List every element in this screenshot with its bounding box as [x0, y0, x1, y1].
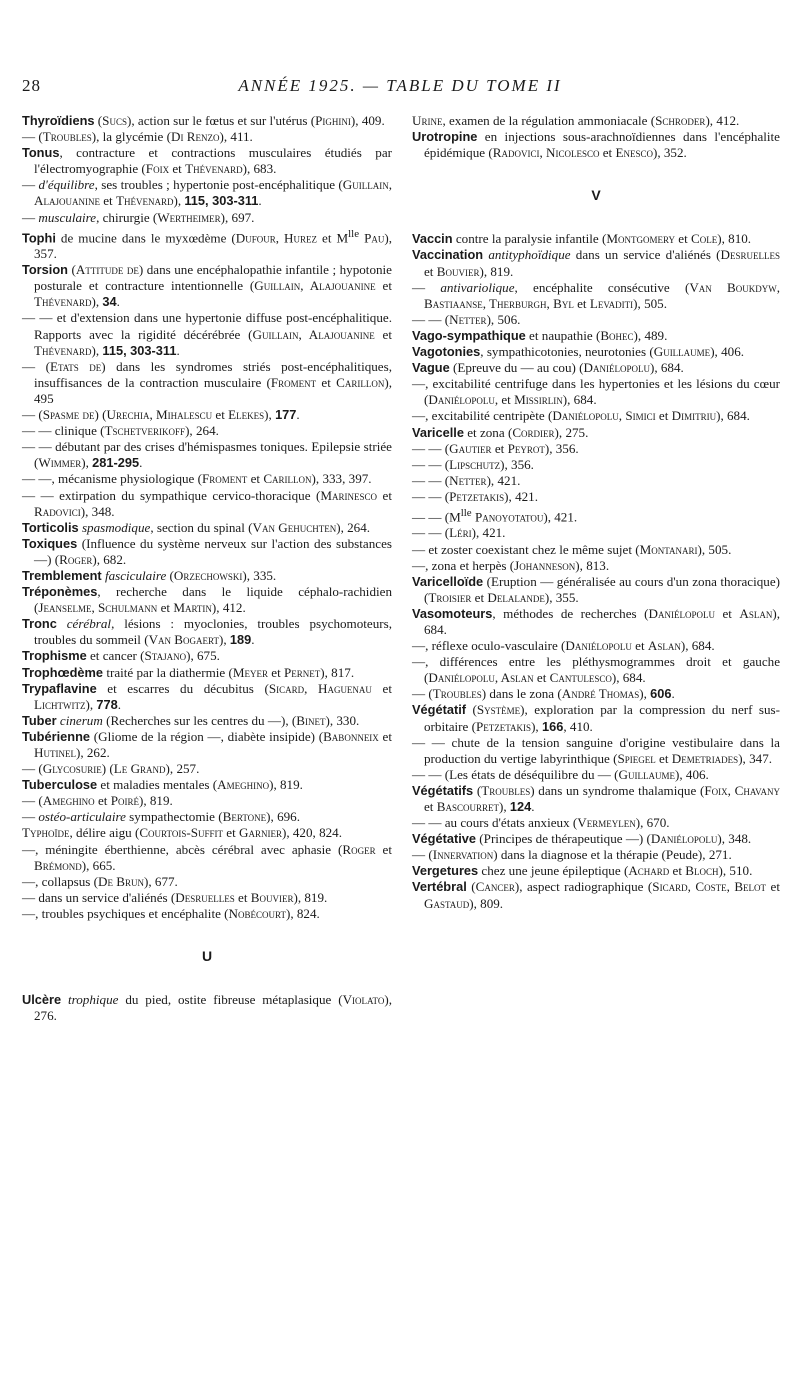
index-entry: Tremblement fasciculaire (Orzechowski), 335. [22, 567, 277, 583]
left-column [22, 113, 392, 1024]
index-entry: Torsion (Attitude de) dans une encéphalopathie infantile ; hypotonie posturale et contracture intentionnelle (Guillain, Alajouanine et Thévenard), 34. [22, 262, 392, 310]
index-entry: —, excitabilité centripète (Daniélopolu, Simici et Dimitriu), 684. [412, 408, 750, 424]
index-entry: Torticolis spasmodique, section du spinal (Van Gehuchten), 264. [22, 519, 371, 535]
index-entry: Vague (Epreuve du — au cou) (Daniélopolu), 684. [412, 360, 684, 376]
index-entry: Végétatifs (Troubles) dans un syndrome thalamique (Foix, Chavany et Bascourret), 124. [412, 782, 780, 815]
index-entry: Tronc cérébral, lésions : myoclonies, troubles psychomoteurs, troubles du sommeil (Van Bogaert), 189. [22, 616, 392, 648]
index-entry: — — chute de la tension sanguine d'origine vestibulaire dans la production du vertige labyrinthique (Spiegel et Demetriades), 347. [412, 734, 780, 766]
index-entry: — — ($M^{lle}$ Panoyotatou), 421. [412, 506, 578, 525]
index-entry: — — au cours d'états anxieux (Vermeylen), 670. [412, 815, 670, 831]
index-entry: —, méningite éberthienne, abcès cérébral avec aphasie (Roger et Brémond), 665. [22, 841, 392, 873]
index-entry: — — (Les états de déséquilibre du — (Guillaume), 406. [412, 766, 709, 782]
index-entry: Urine, examen de la régulation ammoniacale (Schroder), 412. [412, 113, 740, 128]
index-entry: Végétatif (Système), exploration par la compression du nerf sus-orbitaire (Petzetakis), 166, 410. [412, 702, 780, 734]
index-entry: — — clinique (Tschetverikoff), 264. [22, 423, 219, 439]
index-entry: Vaccination antityphoïdique dans un service d'aliénés (Desruelles et Bouvier), 819. [412, 247, 780, 279]
index-entry: Vertébral (Cancer), aspect radiographique (Sicard, Coste, Belot et Gastaud), 809. [412, 879, 780, 911]
index-entry: Tuber cinerum (Recherches sur les centres du —), (Binet), 330. [22, 712, 360, 728]
index-entry: Tubérienne (Gliome de la région —, diabète insipide) (Babonneix et Hutinel), 262. [22, 728, 392, 761]
index-entry: Tréponèmes, recherche dans le liquide céphalo-rachidien (Jeanselme, Schulmann et Martin), 412. [22, 584, 392, 616]
index-entry: — — (Gautier et Peyrot), 356. [412, 440, 579, 456]
index-entry: Urotropine en injections sous-arachnoïdiennes dans l'encéphalite épidémique (Radovici, Nicolesco et Enesco), 352. [412, 129, 780, 161]
index-entry: Vergetures chez une jeune épileptique (Achard et Bloch), 510. [412, 863, 753, 879]
index-entry: — (Troubles) dans le zona (André Thomas), 606. [412, 686, 675, 702]
index-entry: — et zoster coexistant chez le même sujet (Montanari), 505. [412, 541, 732, 557]
running-title: ANNÉE 1925. — TABLE DU TOME II [238, 76, 562, 95]
index-entry: Vago-sympathique et naupathie (Bohec), 489. [412, 327, 668, 343]
index-entry: —, collapsus (De Brun), 677. [22, 873, 178, 889]
index-entry: Varicelloïde (Eruption — généralisée au cours d'un zona thoracique) (Troisier et Delalande), 355. [412, 573, 780, 605]
index-entry: — (Troubles), la glycémie (Di Renzo), 411. [22, 129, 253, 145]
index-entry: Trypaflavine et escarres du décubitus (Sicard, Haguenau et Lichtwitz), 778. [22, 680, 392, 712]
index-entry: — — extirpation du sympathique cervico-thoracique (Marinesco et Radovici), 348. [22, 487, 392, 519]
index-entry: — (Glycosurie) (Le Grand), 257. [22, 761, 200, 777]
index-entry: — — (Netter), 421. [412, 472, 521, 488]
index-entry: Végétative (Principes de thérapeutique —) (Daniélopolu), 348. [412, 831, 752, 847]
index-entry: Tuberculose et maladies mentales (Ameghino), 819. [22, 777, 303, 793]
index-entry: Vasomoteurs, méthodes de recherches (Daniélopolu et Aslan), 684. [412, 605, 780, 637]
index-entry: — antivariolique, encéphalite consécutive (Van Boukdyw, Bastiaanse, Therburgh, Byl et Levaditi), 505. [412, 279, 781, 311]
index-entry: Tonus, contracture et contractions musculaires étudiés par l'électromyographie (Foix et Thévenard), 683. [22, 145, 392, 177]
index-entry: — ostéo-articulaire sympathectomie (Bertone), 696. [22, 809, 300, 825]
index-entry: — (Innervation) dans la diagnose et la thérapie (Peude), 271. [412, 847, 732, 863]
index-entry: —, excitabilité centrifuge dans les hypertonies et les lésions du cœur (Daniélopolu, et Missirlin), 684. [412, 376, 780, 408]
index-entry: — (Etats de) dans les syndromes striés post-encéphalitiques, insuffisances de la contraction musculaire (Froment et Carillon), 495 [22, 358, 393, 406]
index-entry: — — et d'extension dans une hypertonie diffuse post-encéphalitique. Rapports avec la rigidité décérébrée (Guillain, Alajouanine et Thévenard), 115, 303-311. [22, 310, 392, 358]
index-entry: Trophœdème traité par la diathermie (Meyer et Pernet), 817. [22, 664, 355, 680]
index-entry: Typhoïde, délire aigu (Courtois-Suffit et Garnier), 420, 824. [22, 825, 342, 841]
index-entry: Thyroïdiens (Sucs), action sur le fœtus et sur l'utérus (Pighini), 409. [22, 113, 385, 128]
index-entry: Vagotonies, sympathicotonies, neurotonies (Guillaume), 406. [412, 344, 745, 360]
index-entry: — — (Netter), 506. [412, 311, 521, 327]
index-entry: — musculaire, chirurgie (Wertheimer), 697. [22, 209, 255, 225]
index-entry: Tophi de mucine dans le myxœdème (Dufour, Hurez et $M^{lle}$ Pau), 357. [22, 227, 393, 262]
index-entry: Vaccin contre la paralysie infantile (Montgomery et Cole), 810. [412, 231, 752, 247]
index-entry: Toxiques (Influence du système nerveux sur l'action des substances —) (Roger), 682. [22, 535, 392, 567]
index-entry: — — (Lipschutz), 356. [412, 456, 534, 472]
index-entry: — — (Léri), 421. [412, 525, 506, 541]
index-entry: — (Ameghino et Poiré), 819. [22, 793, 173, 809]
page-number: 28 [22, 76, 41, 95]
index-entry: — d'équilibre, ses troubles ; hypertonie post-encéphalitique (Guillain, Alajouanine et Thévenard), 115, 303-311. [22, 177, 393, 209]
index-entry: Ulcère trophique du pied, ostite fibreuse métaplasique (Violato), 276. [22, 992, 392, 1024]
index-entry: —, troubles psychiques et encéphalite (Nobécourt), 824. [22, 905, 320, 921]
index-entry: —, différences entre les pléthysmogrammes droit et gauche (Daniélopolu, Aslan et Cantulesco), 684. [412, 654, 780, 686]
index-entry: — dans un service d'aliénés (Desruelles et Bouvier), 819. [22, 889, 328, 905]
index-entry: Trophisme et cancer (Stajano), 675. [22, 648, 220, 664]
index-entry: —, réflexe oculo-vasculaire (Daniélopolu et Aslan), 684. [412, 638, 715, 654]
running-head [0, 76, 800, 100]
index-entry: Varicelle et zona (Cordier), 275. [412, 424, 589, 440]
index-entry: — —, mécanisme physiologique (Froment et Carillon), 333, 397. [22, 471, 372, 487]
index-entry: — — (Petzetakis), 421. [412, 488, 538, 504]
section-letter: U [201, 948, 213, 965]
section-letter: V [591, 187, 601, 204]
index-entry: — — débutant par des crises d'hémispasmes toniques. Epilepsie striée (Wimmer), 281-295. [22, 439, 392, 471]
index-entry: — (Spasme de) (Urechia, Mihalescu et Elekes), 177. [22, 407, 300, 423]
right-column [412, 113, 780, 912]
index-entry: —, zona et herpès (Johanneson), 813. [412, 557, 610, 573]
